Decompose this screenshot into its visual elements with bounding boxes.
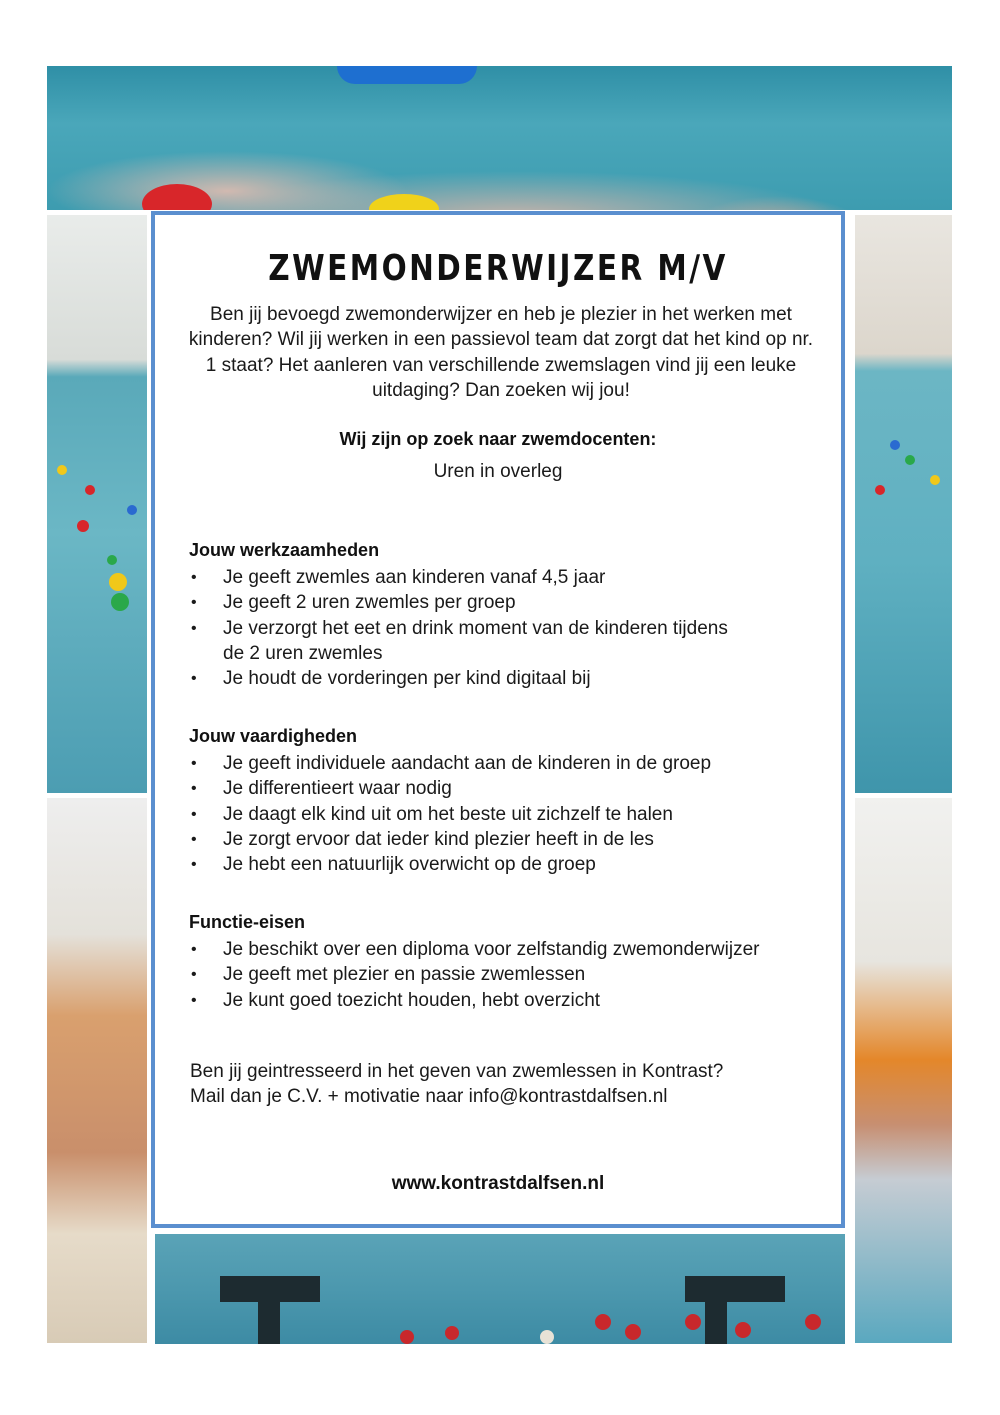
closing-paragraph [190, 1059, 810, 1110]
page-title: ZWEMONDERWIJZER M/V [268, 248, 728, 289]
blue-float [337, 66, 477, 84]
vaardigheden-list [189, 751, 809, 877]
list-item: • Je geeft individuele aandacht aan de kinderen in de groep [189, 751, 809, 776]
website-link[interactable]: www.kontrastdalfsen.nl [391, 1173, 605, 1194]
search-heading: Wij zijn op zoek naar zwemdocenten: [339, 429, 657, 449]
bullet-icon: • [191, 755, 197, 772]
section-heading-werkzaamheden: Jouw werkzaamheden [189, 540, 380, 560]
list-item: • Je hebt een natuurlijk overwicht op de groep [189, 852, 809, 877]
lane-rope-float [400, 1330, 414, 1344]
red-float-ball [142, 184, 212, 210]
bullet-icon: • [191, 856, 197, 874]
lane-marking [258, 1276, 280, 1344]
bullet-icon: • [191, 619, 197, 637]
lane-marking [685, 1276, 785, 1302]
functie-eisen-list [189, 937, 809, 1013]
ball [111, 593, 129, 611]
pool-lane-line-photo [155, 1234, 845, 1344]
bullet-icon: • [191, 966, 197, 984]
yellow-float-ball [369, 194, 439, 210]
ball [109, 573, 127, 591]
list-item: • Je verzorgt het eet en drink moment van de kinderen tijdens de 2 uren zwemles [191, 617, 728, 664]
section-heading-vaardigheden: Jouw vaardigheden [189, 726, 358, 746]
list-item: • Je differentieert waar nodig [189, 776, 809, 801]
lane-rope-float [625, 1324, 641, 1340]
ball [57, 465, 67, 475]
pool-swimmer-photo [47, 66, 952, 210]
ball [930, 475, 940, 485]
ball [890, 440, 900, 450]
ball [85, 485, 95, 495]
intro-paragraph: Ben jij bevoegd zwemonderwijzer en heb je plezier in het werken met kinderen? Wil jij werken in een passievol team dat zorgt dat het kind op nr. 1 staat? Het aanleren van verschillende zwemslagen vind jij een leuke uitdaging? Dan zoeken wij jou! [188, 304, 814, 401]
lane-rope-float [595, 1314, 611, 1330]
bullet-icon: • [191, 670, 197, 688]
bullet-icon: • [191, 780, 197, 798]
list-item: • Je geeft met plezier en passie zwemlessen [189, 962, 809, 987]
pool-balls-photo-left [47, 215, 147, 793]
ball [77, 520, 89, 532]
ball [107, 555, 117, 565]
list-item: • Je geeft 2 uren zwemles per groep [189, 590, 809, 615]
lane-rope-float [735, 1322, 751, 1338]
children-poolside-photo-right [855, 798, 952, 1343]
section-heading-functie-eisen: Functie-eisen [189, 912, 306, 932]
bullet-icon: • [191, 805, 197, 823]
list-item: • Je beschikt over een diploma voor zelfstandig zwemonderwijzer [189, 937, 809, 962]
bullet-icon: • [191, 991, 197, 1009]
list-item: • Je houdt de vorderingen per kind digitaal bij [189, 666, 809, 691]
ball [127, 505, 137, 515]
children-poolside-photo-left [47, 798, 147, 1343]
lane-rope-float [805, 1314, 821, 1330]
ball [905, 455, 915, 465]
list-item: • Je kunt goed toezicht houden, hebt overzicht [189, 988, 809, 1013]
lane-rope-float [685, 1314, 701, 1330]
lane-marking [705, 1276, 727, 1344]
pool-balls-photo-right [855, 215, 952, 793]
list-item: • Je zorgt ervoor dat ieder kind plezier heeft in de les [189, 827, 809, 852]
lane-rope-float [445, 1326, 459, 1340]
werkzaamheden-list [189, 565, 809, 691]
lane-rope-float [540, 1330, 554, 1344]
hours-text: Uren in overleg [433, 461, 563, 482]
bullet-icon: • [191, 594, 197, 612]
list-item: • Je daagt elk kind uit om het beste uit zichzelf te halen [189, 802, 809, 827]
bullet-icon: • [191, 830, 197, 848]
list-item: • Je geeft zwemles aan kinderen vanaf 4,5 jaar [189, 565, 809, 590]
bullet-icon: • [191, 569, 197, 586]
closing-line-2: Mail dan je C.V. + motivatie naar info@kontrastdalfsen.nl [190, 1086, 668, 1108]
closing-line-1: Ben jij geintresseerd in het geven van zwemlessen in Kontrast? [190, 1061, 724, 1082]
ball [875, 485, 885, 495]
bullet-icon: • [191, 941, 197, 958]
vacancy-card [151, 211, 845, 1228]
